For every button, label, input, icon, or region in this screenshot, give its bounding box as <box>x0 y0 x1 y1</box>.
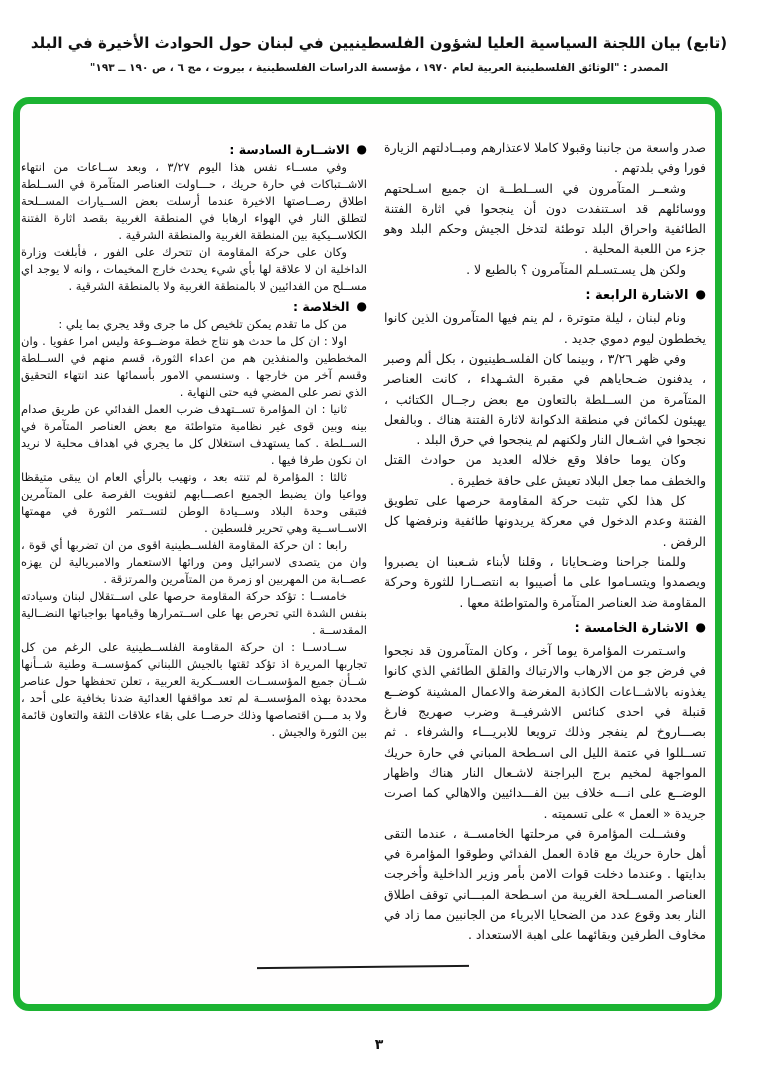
section-bullet-icon: ● <box>695 287 706 302</box>
page-title: (تابع) بيان اللجنة السياسية العليا لشؤون الفلسطينيين في لبنان حول الحوادث الأخيرة في البلد <box>30 34 728 52</box>
paragraph: وفي ظهر ٣/٢٦ ، وبينما كان الفلسـطينيون ، بكل ألم وصبر ، يدفنون ضـحاياهم في مقبرة الشـهداء ، كانت العناصر المتآمرة من الســلطة بالتعاون مع بعض رجــال الكتائب ، يهيئون لكمائن في منطقة الدكوانة لاثارة الفتنة هناك . وبالفعل نجحوا في اشـعال النار ولكنهم لم ينجحوا في حرق البلد . <box>384 350 706 448</box>
section-heading-label: الاشــارة السادسة : <box>229 142 350 157</box>
footnote-divider <box>257 965 469 969</box>
section-heading-fifth <box>384 617 706 639</box>
section-heading-summary <box>21 298 367 315</box>
section-bullet-icon: ● <box>356 142 367 156</box>
document-header <box>0 33 758 74</box>
paragraph: وفي مســاء نفس هذا اليوم ٣/٢٧ ، وبعد ســاعات من انتهاء الاشــتباكات في حارة حريك ، حـــاولت العناصر المتآمرة في الســلطة اطلاق رصــاصتها الاخيرة عندما أرسلت بعض الســيارات المســلحة لتطلق النار في الهواء ارهابا في المنطقة الغربية بقصد اثارة الفتنة الكلاســيكية بين المنطقة الغربية والمنطقة الشرقية . <box>21 160 367 242</box>
paragraph: وفشــلت المؤامرة في مرحلتها الخامســة ، عندما التقى أهل حارة حريك مع قادة العمل الفدائي وطوقوا المؤامرة في بدايتها . وعندما دخلت قوات الامن بأمر وزير الداخلية وأخرجت العناصر المســلحة الغريبة من اسـطحة المبـــاني توقف اطلاق النار بعد وقوع عدد من الضحايا الابرياء من الجانبين مما زاد في مخاوف الطرفين وبقائهما على اهبة الاستعداد . <box>384 825 706 943</box>
section-heading-sixth <box>21 141 367 158</box>
document-body <box>20 104 715 946</box>
section-heading-label: الخلاصة : <box>293 299 350 314</box>
right-column <box>384 138 706 946</box>
source-line: المصدر : "الوثائق الفلسطينية العربية لعام ١٩٧٠ ، مؤسسة الدراسات الفلسطينية ، بيروت ، مج ٦ ، ص ١٩٠ ــ ١٩٣" <box>89 62 669 74</box>
paragraph: اولا : ان كل ما حدث هو نتاج خطة موضــوعة وليس امرا عفويا . وان المخططين والمنفذين هم من اعداء الثورة، قسم منهم في الســلطة وقسم آخر من خارجها . وسنسمي الامور بأسمائها عند انتهاء التحقيق الذي نصر على المضي فيه حتى النهاية . <box>21 334 367 399</box>
paragraph: خامســا : تؤكد حركة المقاومة حرصها على اســتقلال لبنان وسيادته بنفس الشدة التي تحرص بها على اســتمرارها وقيامها بواجباتها النضــالية المقدســة . <box>21 589 367 637</box>
paragraph: كل هذا لكي تثبت حركة المقاومة حرصها على تطويق الفتنة وعدم الدخول في معركة يريدونها طائفية ونرفضها كل الرفض . <box>384 493 706 549</box>
section-bullet-icon: ● <box>695 619 706 634</box>
paragraph: وشعــر المتآمرون في الســلطــة ان جميع اسـلحتهم ووسائلهم قد اسـتنفدت دون أن ينجحوا في اثارة الفتنة الطائفية واحراق البلد توطئة لتدخل الجيش وحكم البلد وهو جزء من اللعبة المحلية . <box>384 180 706 257</box>
section-heading-label: الاشارة الرابعة : <box>585 288 689 304</box>
paragraph: ثالثا : المؤامرة لم تنته بعد ، ونهيب بالرأي العام ان يبقى متيقظا وواعيا وان يضبط الجميع اعصـــابهم لتفويت الفرصة على المتآمرين فتبقى وحدة البلاد وســيادة الوطن لتســتمر الثورة في مهمتها الاســاســية وهي تحرير فلسطين . <box>21 470 367 535</box>
paragraph: ولكن هل يسـتسـلم المتآمرون ؟ بالطبع لا . <box>466 261 686 277</box>
section-heading-label: الاشارة الخامسة : <box>574 620 689 636</box>
page-number: ٣ <box>374 1037 384 1053</box>
paragraph: وللمنا جراحنا وضـحايانا ، وقلنا لأبناء شـعبنا ان يصبروا ويصمدوا ويتسـاموا على ما أصيبوا به انتصــارا للثورة وحركة المقاومة ضد العناصر المتآمرة والمتواطئة معها . <box>384 553 706 610</box>
paragraph: ســادســا : ان حركة المقاومة الفلســطينية على الرغم من كل تجاربها المريرة اذ تؤكد ثقتها بالجيش اللبناني كمؤسســة وطنية شــأنها شــأن جميع المؤسســات العســكرية العربية ، تعلن تحفظها حول عناصر محددة بهذه المؤسســة لم تعد مواقفها العدائية ضدنا بخافية على أحد ، ولا بد مـــن اقتصاصها وذلك حرصــا على بقاء علاقات الثقة والتعاون قائمة بين الثورة والجيش . <box>21 640 367 739</box>
paragraph: ونام لبنان ، ليلة متوترة ، لم ينم فيها المتآمرون الذين كانوا يخططون ليوم دموي جديد . <box>384 310 706 346</box>
section-heading-fourth <box>384 284 706 306</box>
paragraph: رابعا : ان حركة المقاومة الفلســطينية اقوى من ان تضربها أي قوة ، وان من يتصدى لاسرائيل ومن ورائها الاستعمار والامبريالية لن يهزه عصــابة من المهربين او زمرة من المتآمرين والمرتزقة . <box>21 538 367 586</box>
section-bullet-icon: ● <box>356 299 367 313</box>
paragraph: صدر واسعة من جانبنا وقبولا كاملا لاعتذارهم ومبــادلتهم الزيارة فورا وفي بلدتهم . <box>384 140 706 176</box>
paragraph: وكان يوما حافلا وقع خلاله العديد من حوادث القتل والخطف مما جعل البلاد تعيش على حافة خطيرة . <box>384 452 706 488</box>
paragraph: ثانيا : ان المؤامرة تســتهدف ضرب العمل الفدائي عن طريق صدام بينه وبين قوى غير نظامية متواطئة مع بعض العناصر المتآمرة في الســلطة . كما يستهدف استغلال كل ما يجري في اهداف محلية لا نريد ان نكون طرفا فيها . <box>21 402 367 467</box>
paragraph: وكان على حركة المقاومة ان تتحرك على الفور ، فأبلغت وزارة الداخلية ان لا علاقة لها بأي شيء يحدث خارج المخيمات ، وانه لا يوجد اي مســلح من الفدائيين لا بالمنطقة الغربية ولا بالمنطقة الشرقية . <box>21 245 367 293</box>
paragraph: واسـتمرت المؤامرة يوما آخر ، وكان المتآمرون قد نجحوا في فرض جو من الارهاب والارتباك والقلق الطائفي الذي كانوا يغذونه بالاشــاعات الكاذبة المغرضة والاعمال المشينة كوضــع قنبلة في احدى كنائس الاشرفيــة وضرب صهريج فارغ بصـــاروخ لم ينفجر وذلك ترويعا للابريـــاء والشرفاء . ثم تســللوا في عتمة الليل الى اسـطحة المباني في حارة حريك المواجهة لمخيم برج البراجنة لاشـعال النار هناك واظهار الوضــع على انـــه خلاف بين الفـــدائيين والاهالي كما اصرت جريدة « العمل » على تسميته . <box>384 643 706 821</box>
left-column <box>21 138 367 946</box>
document-frame <box>13 97 722 1011</box>
paragraph: من كل ما تقدم يمكن تلخيص كل ما جرى وقد يجري بما يلي : <box>58 317 347 331</box>
